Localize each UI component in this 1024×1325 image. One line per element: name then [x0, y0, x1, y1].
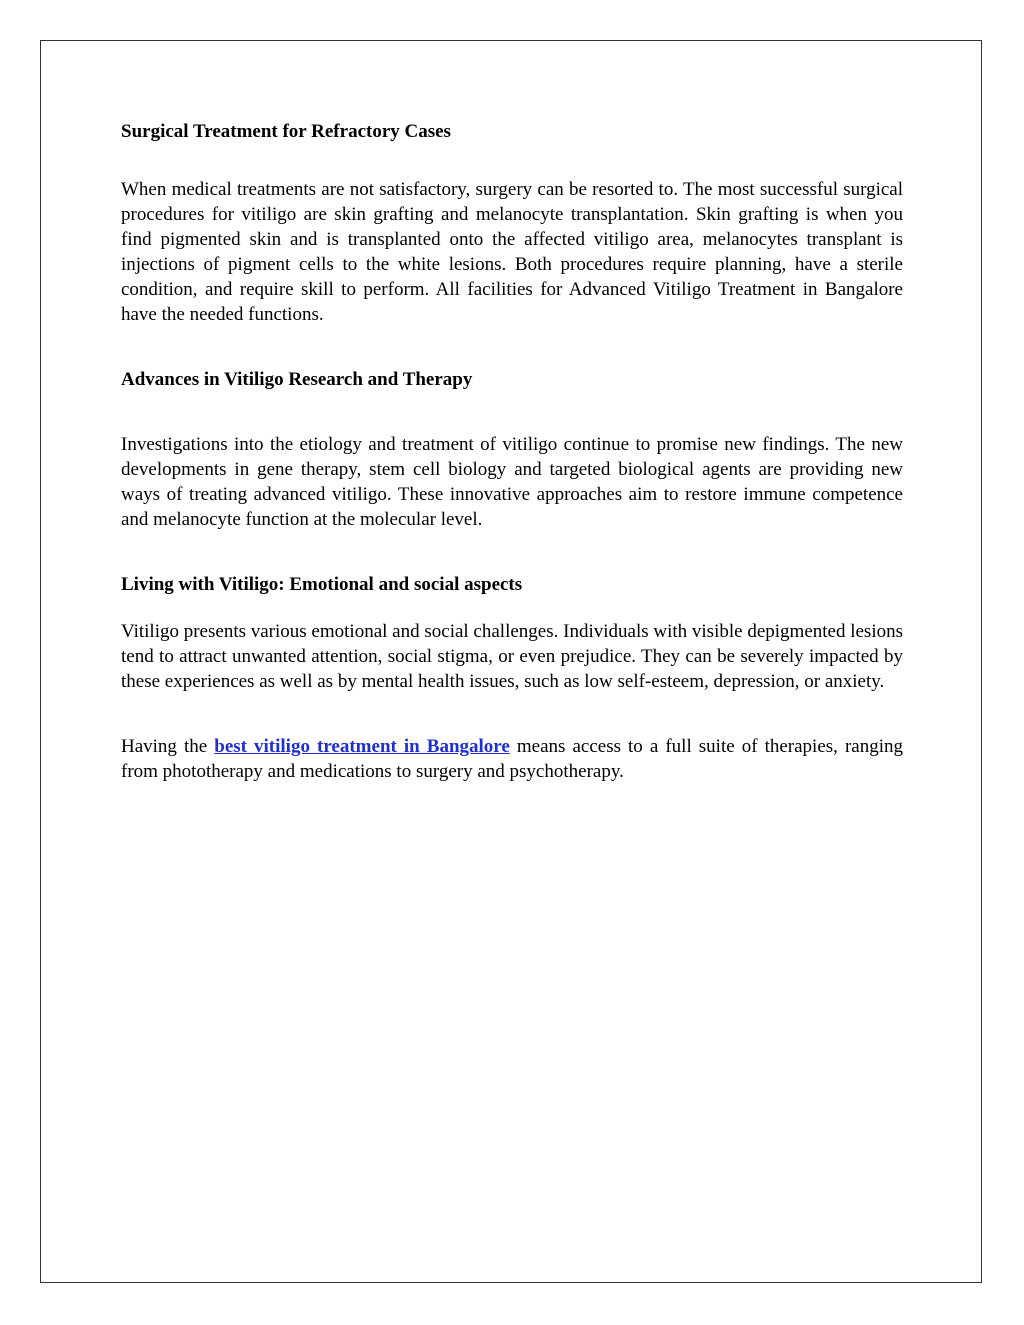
section-heading-living: Living with Vitiligo: Emotional and social aspects: [121, 574, 523, 595]
section-heading-research: Advances in Vitiligo Research and Therapy: [121, 369, 473, 390]
section-body-living: Vitiligo presents various emotional and social challenges. Individuals with visible depigmented lesions tend to attract unwanted attention, social stigma, or even prejudice. They can be severely impacted by these experiences as well as by mental health issues, such as low self-esteem, depression, or anxiety.: [121, 621, 903, 692]
section-heading-surgical: Surgical Treatment for Refractory Cases: [121, 121, 451, 142]
treatment-link[interactable]: best vitiligo treatment in Bangalore: [214, 736, 510, 757]
closing-paragraph: [121, 734, 903, 784]
section-body-surgical: When medical treatments are not satisfactory, surgery can be resorted to. The most successful surgical procedures for vitiligo are skin grafting and melanocyte transplantation. Skin grafting is when you find pigmented skin and is transplanted onto the affected vitiligo area, melanocytes transplant is injections of pigment cells to the white lesions. Both procedures require planning, have a sterile condition, and require skill to perform. All facilities for Advanced Vitiligo Treatment in Bangalore have the needed functions.: [121, 179, 903, 325]
closing-text-after: means access to a full suite of therapies, ranging from phototherapy and medications to surgery and psychotherapy.: [121, 736, 903, 782]
closing-text-before: Having the: [121, 736, 215, 757]
section-body-research: Investigations into the etiology and treatment of vitiligo continue to promise new findings. The new developments in gene therapy, stem cell biology and targeted biological agents are providing new ways of treating advanced vitiligo. These innovative approaches aim to restore immune competence and melanocyte function at the molecular level.: [121, 434, 903, 530]
document-body: [121, 119, 903, 784]
